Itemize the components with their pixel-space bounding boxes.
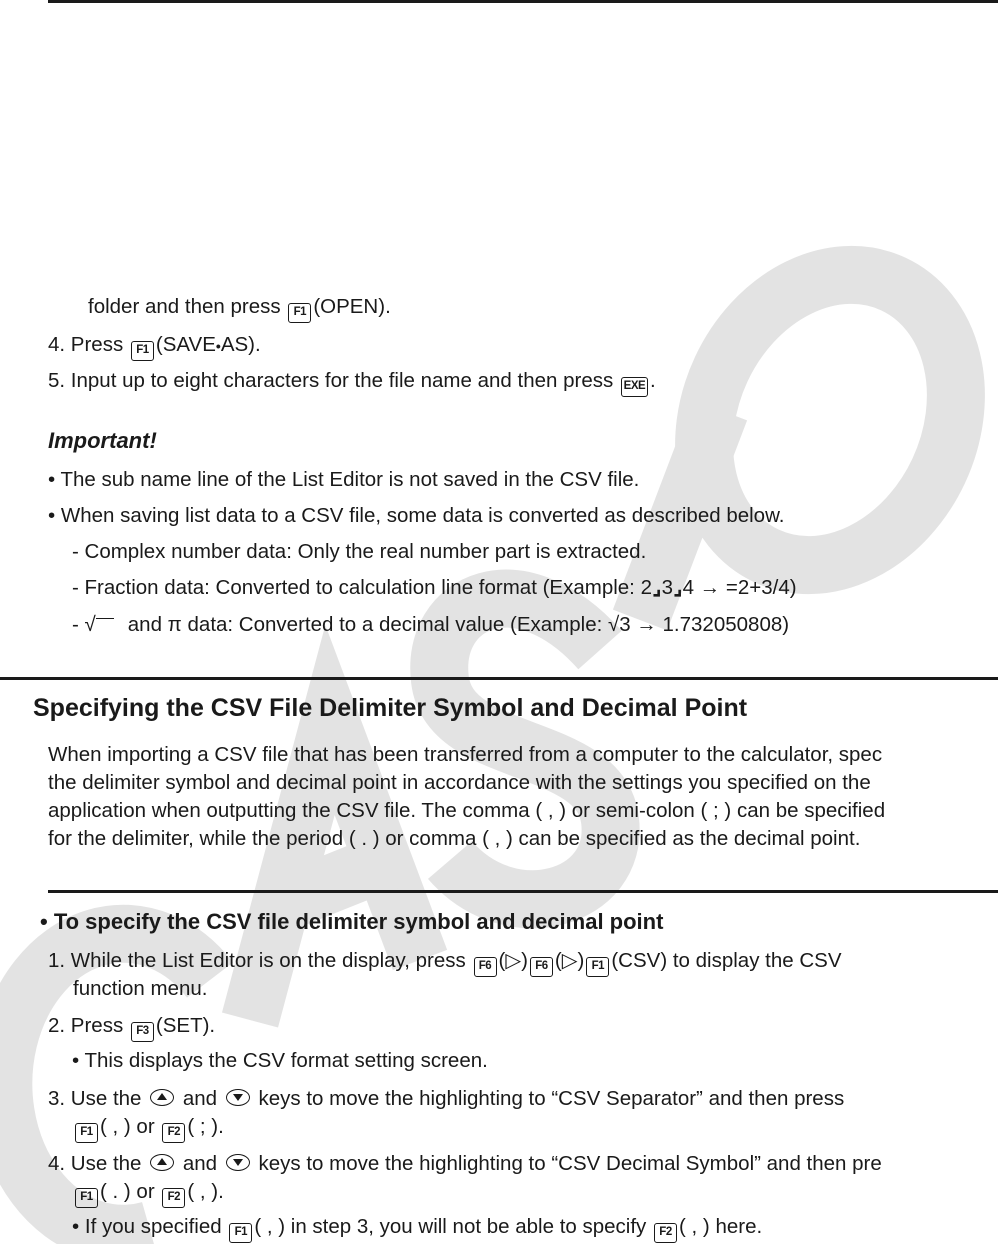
section-paragraph-line-1: When importing a CSV file that has been transferred from a computer to the calculator, spec <box>48 743 883 766</box>
procedure-step-1-cont: function menu. <box>73 977 208 1000</box>
procedure-step-1: 1. While the List Editor is on the display, press F6 (▷) F6 (▷) F1 (CSV) to display the CSV <box>48 948 842 977</box>
f2-key: F2 <box>162 1188 185 1208</box>
procedure-rule <box>48 890 998 893</box>
down-arrow-key-icon <box>226 1089 250 1106</box>
sqrt-bar <box>96 618 114 619</box>
procedure-step-4: 4. Use the and keys to move the highlighting to “CSV Decimal Symbol” and then pre <box>48 1152 882 1175</box>
section-paragraph-line-2: the delimiter symbol and decimal point in accordance with the settings you specified on the <box>48 771 871 794</box>
procedure-step-3: 3. Use the and keys to move the highlighting to “CSV Separator” and then press <box>48 1087 845 1110</box>
top-rule <box>48 0 998 3</box>
section-title: Specifying the CSV File Delimiter Symbol and Decimal Point <box>33 694 748 722</box>
f1-key: F1 <box>229 1223 252 1243</box>
section-paragraph-line-4: for the delimiter, while the period ( . ) or comma ( , ) can be specified as the decimal point. <box>48 827 861 850</box>
f2-key: F2 <box>162 1123 185 1143</box>
f1-key: F1 <box>75 1188 98 1208</box>
section-rule <box>0 677 998 680</box>
important-bullet-2: • When saving list data to a CSV file, some data is converted as described below. <box>48 504 785 527</box>
section-paragraph-line-3: application when outputting the CSV file. The comma ( , ) or semi-colon ( ; ) can be specified <box>48 799 886 822</box>
exe-key: EXE <box>621 377 648 397</box>
f1-key: F1 <box>586 957 609 977</box>
important-sub-3: - √ and π data: Converted to a decimal value (Example: √3 → 1.732050808) <box>72 613 790 636</box>
step-5: 5. Input up to eight characters for the file name and then press EXE . <box>48 368 656 397</box>
important-bullet-1: • The sub name line of the List Editor is not saved in the CSV file. <box>48 468 640 491</box>
step-3-continued: folder and then press F1 (OPEN). <box>88 294 391 323</box>
procedure-step-2-note: • This displays the CSV format setting screen. <box>72 1049 488 1072</box>
important-sub-2: - Fraction data: Converted to calculation line format (Example: 2⌟3⌟4 → =2+3/4) <box>72 576 797 599</box>
procedure-step-3-cont: F1 ( , ) or F2 ( ; ). <box>73 1114 224 1143</box>
down-arrow-key-icon <box>226 1154 250 1171</box>
procedure-step-4-note: • If you specified F1 ( , ) in step 3, you will not be able to specify F2 ( , ) here. <box>72 1214 762 1243</box>
important-sub-1: - Complex number data: Only the real number part is extracted. <box>72 540 647 563</box>
f6-key: F6 <box>474 957 497 977</box>
f3-key: F3 <box>131 1022 154 1042</box>
up-arrow-key-icon <box>150 1089 174 1106</box>
f2-key: F2 <box>654 1223 677 1243</box>
up-arrow-key-icon <box>150 1154 174 1171</box>
f1-key: F1 <box>131 341 154 361</box>
f1-key: F1 <box>288 303 311 323</box>
procedure-title: • To specify the CSV file delimiter symbol and decimal point <box>40 909 664 934</box>
procedure-step-4-cont: F1 ( . ) or F2 ( , ). <box>73 1179 224 1208</box>
important-heading: Important! <box>48 428 157 453</box>
f6-key: F6 <box>530 957 553 977</box>
step-4: 4. Press F1 (SAVE•AS). <box>48 332 261 361</box>
f1-key: F1 <box>75 1123 98 1143</box>
procedure-step-2: 2. Press F3 (SET). <box>48 1013 215 1042</box>
